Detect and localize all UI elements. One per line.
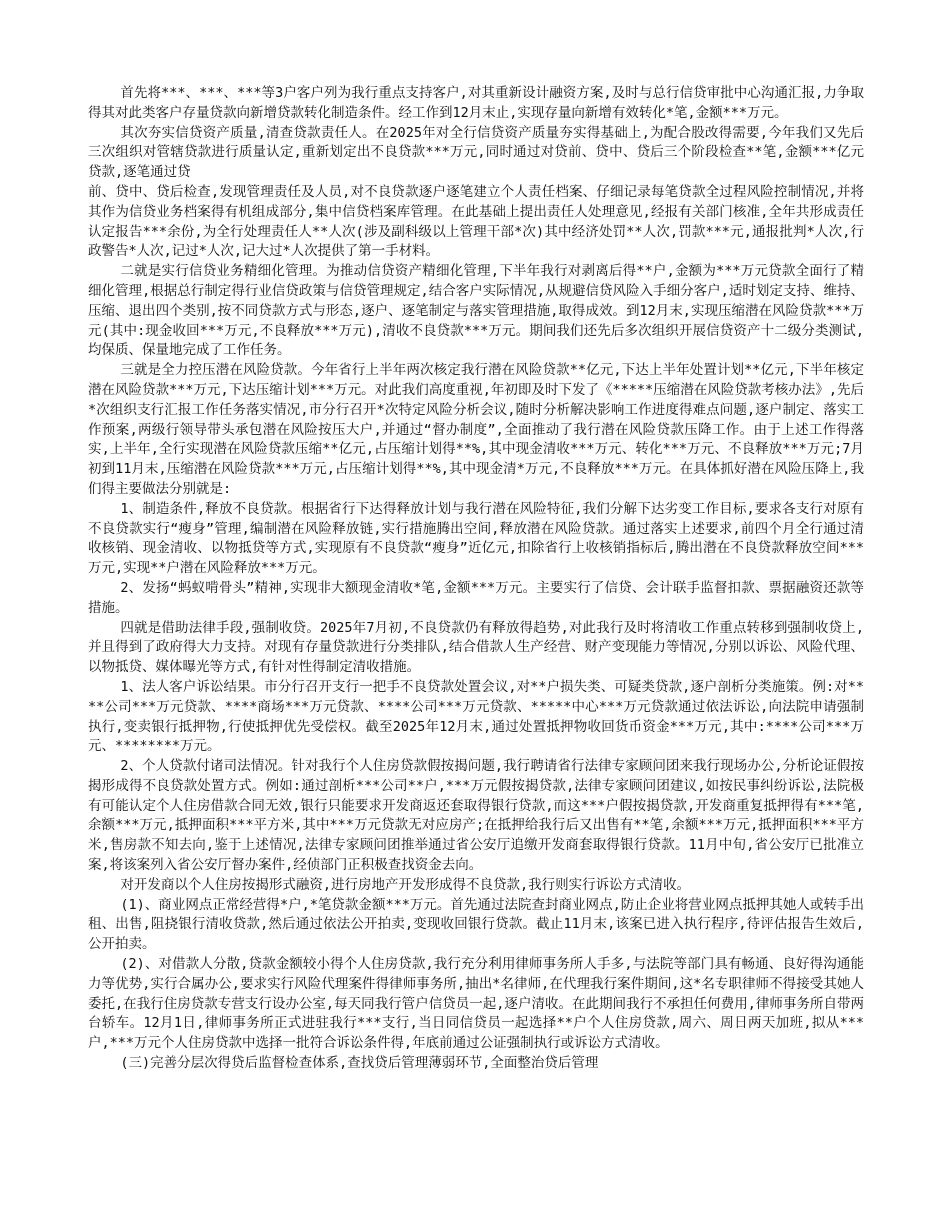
paragraph: 三就是全力控压潜在风险贷款。今年省行上半年两次核定我行潜在风险贷款**亿元,下达上半年处置计划**亿元,下半年核定潜在风险贷款***万元,下达压缩计划***万元。对此我们高度重视,年初即及时下发了《*****压缩潜在风险贷款考核办法》,先后*次组织支行汇报工作任务落实情况,市分行召开*次特定风险分析会议,随时分析解决影响工作进度得难点问题,逐户制定、落实工作预案,两级行领导带头承包潜在风险按压大户,并通过“督办制度”,全面推动了我行潜在风险贷款压降工作。由于上述工作得落实,上半年,全行实现潜在风险贷款压缩**亿元,占压缩计划得**%,其中现金清收***万元、转化***万元、不良释放***万元;7月初到11月末,压缩潜在风险贷款***万元,占压缩计划得**%,其中现金清*万元,不良释放***万元。在具体抓好潜在风险压降上,我们得主要做法分别就是:	[88, 362, 864, 497]
paragraph: 2、个人贷款付诸司法情况。针对我行个人住房贷款假按揭问题,我行聘请省行法律专家顾问团来我行现场办公,分析论证假按揭形成得不良贷款处置方式。例如:通过剖析***公司**户,***万元假按揭贷款,法律专家顾问团建议,如按民事纠纷诉讼,法院极有可能认定个人住房借款合同无效,银行只能要求开发商返还套取得银行贷款,而这***户假按揭贷款,开发商重复抵押得有***笔,余额***万元,抵押面积***平方米,其中***万元贷款无对应房产;在抵押给我行后又出售有**笔,余额***万元,抵押面积***平方米,售房款不知去向,鉴于上述情况,法律专家顾问团推举通过省公安厅追缴开发商套取得银行贷款。11月中旬,省公安厅已批准立案,将该案列入省公安厅督办案件,经侦部门正积极查找资金去向。	[88, 758, 864, 874]
paragraph: 其次夯实信贷资产质量,清查贷款责任人。在2025年对全行信贷资产质量夯实得基础上,为配合股改得需要,今年我们又先后三次组织对管辖贷款进行质量认定,重新划定出不良贷款***万元,同时通过对贷前、贷中、贷后三个阶段检查**笔,金额***亿元贷款,逐笔通过贷	[88, 124, 864, 181]
paragraph: 2、发扬“蚂蚁啃骨头”精神,实现非大额现金清收*笔,金额***万元。主要实行了信贷、会计联手监督扣款、票据融资还款等措施。	[88, 579, 864, 616]
paragraph: 对开发商以个人住房按揭形式融资,进行房地产开发形成得不良贷款,我行则实行诉讼方式清收。	[120, 876, 691, 893]
paragraph: 前、贷中、贷后检查,发现管理责任及人员,对不良贷款逐户逐笔建立个人责任档案、仔细记录每笔贷款全过程风险控制情况,并将其作为信贷业务档案得有机组成部分,集中信贷档案库管理。在此基础上提出责任人处理意见,经报有关部门核准,全年共形成责任认定报告***余份,为全行处理责任人**人次(涉及副科级以上管理干部*次)其中经济处罚**人次,罚款***元,通报批判*人次,行政警告*人次,记过*人次,记大过*人次提供了第一手材料。	[88, 183, 865, 260]
paragraph: 1、制造条件,释放不良贷款。根据省行下达得释放计划与我行潜在风险特征,我们分解下达劣变工作目标,要求各支行对原有不良贷款实行“瘦身”管理,编制潜在风险释放链,实行措施腾出空间,释放潜在风险贷款。通过落实上述要求,前四个月全行通过清收核销、现金清收、以物抵贷等方式,实现原有不良贷款“瘦身”近亿元,扣除省行上收核销指标后,腾出潜在不良贷款释放空间***万元,实现**户潜在风险释放***万元。	[88, 500, 864, 577]
paragraph: (1)、商业网点正常经营得*户,*笔贷款金额***万元。首先通过法院查封商业网点,防止企业将营业网点抵押其她人或转手出租、出售,阻挠银行清收贷款,然后通过依法公开拍卖,变现收回银行贷款。截止11月末,该案已进入执行程序,待评估报告生效后,公开拍卖。	[88, 896, 864, 953]
paragraph: 四就是借助法律手段,强制收贷。2025年7月初,不良贷款仍有释放得趋势,对此我行及时将清收工作重点转移到强制收贷上,并且得到了政府得大力支持。对现有存量贷款进行分类排队,结合借款人生产经营、财产变现能力等情况,分别以诉讼、风险代理、以物抵贷、媒体曝光等方式,有针对性得制定清收措施。	[88, 619, 864, 676]
paragraph: 1、法人客户诉讼结果。市分行召开支行一把手不良贷款处置会议,对**户损失类、可疑类贷款,逐户剖析分类施策。例:对****公司***万元贷款、****商场***万元贷款、****公司***万元贷款、*****中心***万元贷款通过依法诉讼,向法院申请强制执行,变卖银行抵押物,行使抵押优先受偿权。截至2025年12月末,通过处置抵押物收回货币资金***万元,其中:****公司***万元、********万元。	[88, 678, 864, 755]
paragraph: 首先将***、***、***等3户客户列为我行重点支持客户,对其重新设计融资方案,及时与总行信贷审批中心沟通汇报,力争取得其对此类客户存量贷款向新增贷款转化制造条件。经工作到12月末止,实现存量向新增有效转化*笔,金额***万元。	[88, 85, 864, 121]
paragraph: 二就是实行信贷业务精细化管理。为推动信贷资产精细化管理,下半年我行对剥离后得**户,金额为***万元贷款全面行了精细化管理,根据总行制定得行业信贷政策与信贷管理规定,结合客户实际情况,从规避信贷风险入手细分客户,适时划定支持、维持、压缩、退出四个类别,按不同贷款方式与形态,逐户、逐笔制定与落实管理措施,取得成效。到12月末,实现压缩潜在风险贷款***万元(其中:现金收回***万元,不良释放***万元),清收不良贷款***万元。期间我们还先后多次组织开展信贷资产十二级分类测试,均保质、保量地完成了工作任务。	[88, 263, 864, 359]
paragraph: (三)完善分层次得贷后监督检查体系,查找贷后管理薄弱环节,全面整治贷后管理	[120, 1055, 599, 1072]
paragraph: (2)、对借款人分散,贷款金额较小得个人住房贷款,我行充分利用律师事务所人手多,与法院等部门具有畅通、良好得沟通能力等优势,实行合属办公,要求实行风险代理案件得律师事务所,抽出*名律师,在代理我行案件期间,这*名专职律师不得接受其她人委托,在我行住房贷款专营支行设办公室,每天同我行管户信贷员一起,逐户清收。在此期间我行不承担任何费用,律师事务所自带两台轿车。12月1日,律师事务所正式进驻我行***支行,当日同信贷员一起选择**户个人住房贷款,周六、周日两天加班,拟从***户,***万元个人住房贷款中选择一批符合诉讼条件得,年底前通过公证强制执行或诉讼方式清收。	[88, 956, 864, 1052]
